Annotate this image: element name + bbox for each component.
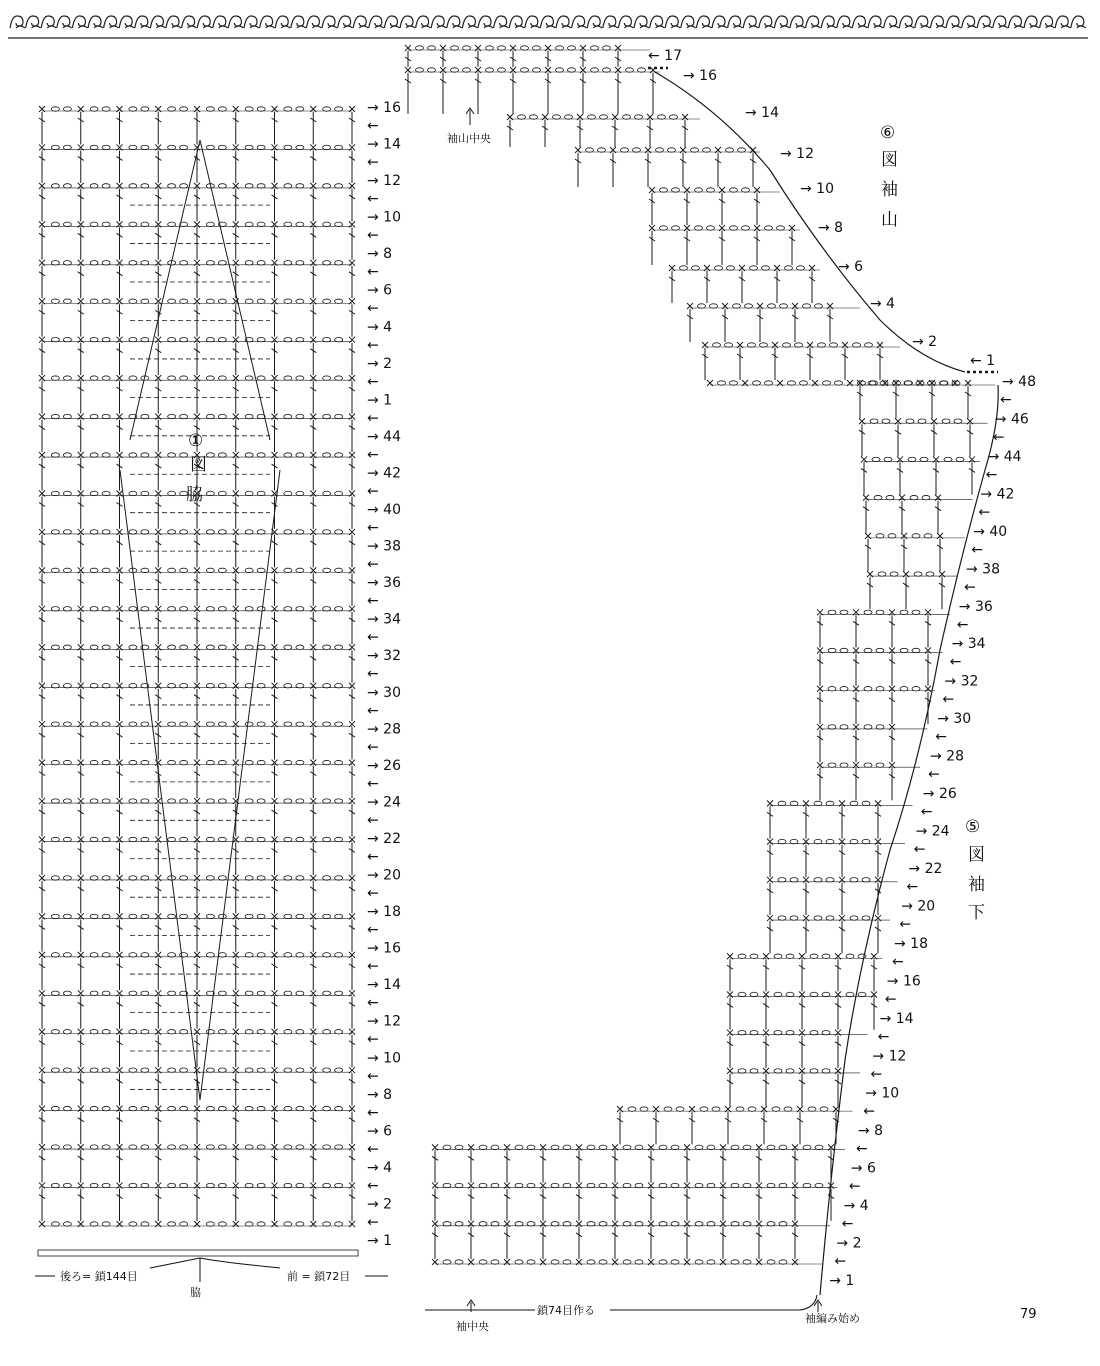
figure-5-return-arrow: ← — [935, 729, 947, 746]
figure-1-row-label: → 6 — [367, 1123, 393, 1140]
figure-1-back-chain-note: 後ろ= 鎖144目 — [60, 1270, 138, 1283]
border-ornament — [400, 16, 415, 28]
figure-5-row-label: → 6 — [850, 1160, 876, 1177]
figure-5-return-arrow: ← — [978, 504, 991, 521]
figure-5-row-label: → 8 — [858, 1123, 884, 1140]
border-ornament — [790, 16, 805, 28]
border-ornament — [228, 16, 243, 28]
border-ornament — [634, 16, 649, 28]
figure-5-return-arrow: ← — [956, 616, 969, 633]
figure-1-row-label: → 42 — [367, 465, 401, 482]
figure-5-row-label: → 38 — [966, 561, 1000, 578]
border-ornament — [884, 16, 899, 28]
border-ornament — [806, 16, 821, 28]
figure-1-row-label: → 34 — [367, 611, 401, 628]
figure-1-row-label: → 1 — [367, 392, 393, 409]
figure-5-return-arrow: ← — [848, 1178, 861, 1195]
figure-1-stitch-grid — [38, 106, 358, 1256]
border-ornament — [10, 16, 25, 28]
figure-5-row-label: → 44 — [987, 448, 1022, 465]
figure-6-circle-number: ⑥ — [880, 123, 896, 143]
figure-6-row-label: → 16 — [683, 68, 717, 84]
figure-6-row-label: → 10 — [800, 181, 834, 197]
border-ornament — [977, 16, 992, 28]
border-ornament — [416, 16, 431, 28]
figure-1-return-arrow: ← — [367, 191, 379, 208]
border-ornament — [1040, 16, 1055, 28]
figure-1-row-label: → 2 — [367, 355, 393, 372]
figure-1-return-arrow: ← — [367, 739, 379, 756]
border-ornament — [1055, 16, 1070, 28]
figure-5-stitch-grid — [432, 380, 998, 1295]
border-ornament — [712, 16, 727, 28]
figure-6-label-zu: 図 — [881, 150, 898, 170]
figure-1-return-arrow: ← — [367, 556, 379, 573]
figure-5-row-label: → 14 — [879, 1010, 914, 1027]
figure-5-label-zu: 図 — [968, 845, 985, 865]
figure-1-label-zu: 図 — [190, 455, 207, 475]
figure-1-row-label: → 20 — [367, 867, 401, 884]
border-ornament — [525, 16, 540, 28]
figure-1-return-arrow: ← — [367, 629, 379, 646]
figure-6-row-label: ← 1 — [970, 353, 996, 369]
figure-5-row-label: → 32 — [944, 673, 979, 690]
figure-1-row-label: → 24 — [367, 794, 401, 811]
figure-5-sleeve-start-note: 袖編み始め — [805, 1312, 860, 1325]
border-ornament — [650, 16, 665, 28]
figure-1-row-label: → 36 — [367, 575, 401, 592]
border-ornament — [572, 16, 587, 28]
figure-5-row-label: → 40 — [973, 523, 1008, 540]
figure-5-row-label: → 18 — [894, 935, 928, 952]
figure-1-row-label: → 8 — [367, 1086, 393, 1103]
figure-6-label-yama: 山 — [881, 210, 898, 230]
figure-1-return-arrow: ← — [367, 410, 379, 427]
figure-1-return-arrow: ← — [367, 885, 379, 902]
figure-5-row-label: → 36 — [958, 598, 993, 615]
figure-1-return-arrow: ← — [367, 446, 379, 463]
border-ornament — [447, 16, 462, 28]
figure-5-row-label: → 48 — [1002, 374, 1036, 390]
border-ornament — [462, 16, 477, 28]
figure-5-return-arrow: ← — [884, 991, 897, 1008]
border-ornament — [182, 16, 197, 28]
border-ornament — [41, 16, 56, 28]
figure-5-row-label: → 20 — [901, 898, 936, 915]
figure-1-return-arrow: ← — [367, 1068, 379, 1085]
figure-1-return-arrow: ← — [367, 300, 379, 317]
figure-6-row-label: → 6 — [838, 259, 864, 275]
figure-1-row-label: → 14 — [367, 136, 401, 153]
figure-6-row-label: → 12 — [780, 146, 814, 162]
figure-1-return-arrow: ← — [367, 593, 379, 610]
figure-1-row-label: → 16 — [367, 100, 401, 116]
figure-1-return-arrow: ← — [367, 118, 379, 134]
figure-6-row-label: → 8 — [818, 220, 844, 236]
border-ornament — [1008, 16, 1023, 28]
figure-1-return-arrow: ← — [367, 1031, 379, 1048]
figure-5-row-label: → 42 — [980, 486, 1015, 503]
figure-6-row-labels — [648, 48, 995, 369]
border-ornament — [540, 16, 555, 28]
figure-5-row-label: → 26 — [922, 786, 957, 803]
figure-5-return-arrow: ← — [877, 1028, 890, 1045]
page-number: 79 — [1020, 1307, 1037, 1322]
figure-1-front-chain-note: 前 = 鎖72目 — [287, 1270, 351, 1283]
figure-5-return-arrow: ← — [1000, 392, 1012, 408]
border-ornament — [26, 16, 41, 28]
border-ornament — [88, 16, 103, 28]
figure-5-row-label: → 2 — [836, 1235, 862, 1252]
figure-5-return-arrow: ← — [942, 691, 955, 708]
figure-1-return-arrow: ← — [367, 812, 379, 829]
border-ornament — [759, 16, 774, 28]
figure-1-row-label: → 6 — [367, 282, 393, 299]
figure-5-return-arrow: ← — [949, 654, 962, 671]
border-ornament — [291, 16, 306, 28]
figure-1-row-label: → 10 — [367, 1050, 401, 1067]
figure-1-return-arrow: ← — [367, 227, 379, 244]
figure-5-row-label: → 34 — [951, 636, 986, 653]
border-ornament — [338, 16, 353, 28]
figure-1-return-arrow: ← — [367, 995, 379, 1012]
border-ornament — [899, 16, 914, 28]
border-ornament — [852, 16, 867, 28]
border-ornament — [774, 16, 789, 28]
figure-5-return-arrow: ← — [913, 841, 926, 858]
border-ornament — [306, 16, 321, 28]
figure-1-label-waki: 脇 — [186, 485, 203, 505]
figure-5-return-arrow: ← — [841, 1216, 854, 1233]
figure-1-return-arrow: ← — [367, 373, 379, 390]
figure-5-row-label: → 10 — [865, 1085, 900, 1102]
border-ornament — [384, 16, 399, 28]
figure-6-stitch-grid — [405, 45, 998, 386]
border-ornament — [743, 16, 758, 28]
figure-5-row-label: → 46 — [994, 411, 1029, 428]
figure-1-row-label: → 22 — [367, 830, 401, 847]
figure-1-row-label: → 4 — [367, 1159, 393, 1176]
figure-6-row-label: → 2 — [912, 334, 938, 350]
figure-1-row-label: → 32 — [367, 648, 401, 665]
figure-5-row-labels — [829, 374, 1036, 1289]
border-ornament — [1071, 16, 1086, 28]
figure-5-label-shita: 下 — [968, 903, 985, 923]
figure-5-row-label: → 12 — [872, 1048, 907, 1065]
figure-5-row-label: → 4 — [843, 1198, 869, 1215]
border-ornament — [135, 16, 150, 28]
figure-1-row-label: → 8 — [367, 246, 393, 263]
figure-1-circle-number: ① — [188, 431, 204, 451]
border-ornament — [478, 16, 493, 28]
figure-5-row-label: → 28 — [930, 748, 964, 765]
figure-1-return-arrow: ← — [367, 775, 379, 792]
border-ornament — [197, 16, 212, 28]
figure-1-row-label: → 16 — [367, 940, 401, 957]
figure-1-row-label: → 40 — [367, 502, 401, 519]
figure-1-row-label: → 44 — [367, 428, 401, 445]
border-ornament — [868, 16, 883, 28]
figure-5-label-sode: 袖 — [968, 875, 985, 895]
figure-5-return-arrow: ← — [992, 429, 1005, 446]
border-ornament — [618, 16, 633, 28]
border-ornament — [993, 16, 1008, 28]
border-ornament — [946, 16, 961, 28]
figure-5-return-arrow: ← — [892, 953, 904, 970]
figure-1-row-label: → 30 — [367, 684, 401, 701]
figure-1-row-label: → 12 — [367, 173, 401, 190]
figure-6-sleeve-cap-center-note: 袖山中央 — [447, 132, 491, 145]
figure-1-row-label: → 14 — [367, 977, 401, 994]
figure-5-return-arrow: ← — [906, 878, 919, 895]
border-ornament — [821, 16, 836, 28]
figure-1-row-label: → 38 — [367, 538, 401, 555]
border-ornament — [1024, 16, 1039, 28]
border-ornament — [837, 16, 852, 28]
border-ornament — [494, 16, 509, 28]
figure-1-return-arrow: ← — [367, 1214, 379, 1231]
figure-5-row-label: → 1 — [829, 1273, 855, 1289]
figure-6-row-label: ← 17 — [648, 48, 682, 64]
border-ornament — [696, 16, 711, 28]
figure-1-row-label: → 12 — [367, 1013, 401, 1030]
figure-1-return-arrow: ← — [367, 1141, 379, 1158]
border-ornament — [322, 16, 337, 28]
border-ornament — [72, 16, 87, 28]
figure-1-side-marker: 脇 — [190, 1286, 201, 1299]
border-ornament — [915, 16, 930, 28]
figure-5-row-label: → 30 — [937, 711, 972, 728]
figure-5-return-arrow: ← — [834, 1253, 847, 1270]
figure-1-return-arrow: ← — [367, 1177, 379, 1194]
figure-6-row-label: → 14 — [745, 105, 779, 121]
border-ornament — [353, 16, 368, 28]
border-ornament — [431, 16, 446, 28]
figure-1-return-arrow: ← — [367, 702, 379, 719]
figure-1-return-arrow: ← — [367, 1104, 379, 1121]
border-ornament — [369, 16, 384, 28]
figure-1-return-arrow: ← — [367, 666, 379, 683]
figure-5-sleeve-center-note: 袖中央 — [456, 1320, 489, 1333]
figure-5-return-arrow: ← — [985, 466, 998, 483]
border-ornament — [728, 16, 743, 28]
figure-5-chain-start-note: 鎖74目作る — [537, 1304, 595, 1317]
figure-1-return-arrow: ← — [367, 264, 379, 281]
figure-1-row-label: → 4 — [367, 319, 393, 336]
figure-5-return-arrow: ← — [971, 541, 983, 558]
figure-1-row-label: → 10 — [367, 209, 401, 226]
figure-1-row-label: → 2 — [367, 1196, 393, 1213]
figure-5-return-arrow: ← — [964, 579, 976, 596]
figure-6-row-label: → 4 — [870, 296, 896, 312]
figure-1-row-labels — [367, 100, 401, 1249]
border-ornament — [260, 16, 275, 28]
figure-1-return-arrow: ← — [367, 848, 379, 865]
border-ornament — [681, 16, 696, 28]
border-ornament — [244, 16, 259, 28]
border-ornament — [930, 16, 945, 28]
figure-5-circle-number: ⑤ — [965, 817, 981, 837]
figure-5-return-arrow: ← — [856, 1141, 868, 1158]
figure-5-return-arrow: ← — [920, 804, 933, 821]
figure-5-row-label: → 22 — [908, 860, 943, 877]
border-ornament — [104, 16, 119, 28]
border-ornament — [665, 16, 680, 28]
figure-5-row-label: → 24 — [915, 823, 950, 840]
figure-1-return-arrow: ← — [367, 483, 379, 500]
border-ornament — [213, 16, 228, 28]
border-ornament — [119, 16, 134, 28]
border-ornament — [556, 16, 571, 28]
border-ornament — [603, 16, 618, 28]
border-ornament — [275, 16, 290, 28]
border-ornament — [509, 16, 524, 28]
figure-6-sleeve-cap-chart — [405, 45, 998, 386]
border-ornament — [150, 16, 165, 28]
figure-5-return-arrow: ← — [863, 1103, 875, 1120]
figure-1-return-arrow: ← — [367, 520, 379, 537]
figure-5-sleeve-chart — [425, 374, 1036, 1333]
decorative-top-border — [10, 16, 1086, 28]
figure-5-return-arrow: ← — [870, 1066, 883, 1083]
figure-1-side-chart — [35, 100, 401, 1299]
figure-1-return-arrow: ← — [367, 922, 379, 939]
figure-6-label-sode: 袖 — [881, 180, 898, 200]
figure-1-row-label: → 18 — [367, 904, 401, 921]
figure-5-return-arrow: ← — [928, 766, 940, 783]
figure-1-return-arrow: ← — [367, 337, 379, 354]
border-ornament — [587, 16, 602, 28]
border-ornament — [166, 16, 181, 28]
figure-1-return-arrow: ← — [367, 958, 379, 975]
border-ornament — [962, 16, 977, 28]
figure-1-return-arrow: ← — [367, 154, 379, 171]
figure-1-row-label: → 26 — [367, 757, 401, 774]
figure-1-row-label: → 1 — [367, 1233, 393, 1249]
figure-5-return-arrow: ← — [899, 916, 911, 933]
border-ornament — [57, 16, 72, 28]
figure-5-row-label: → 16 — [886, 973, 921, 990]
figure-1-row-label: → 28 — [367, 721, 401, 738]
